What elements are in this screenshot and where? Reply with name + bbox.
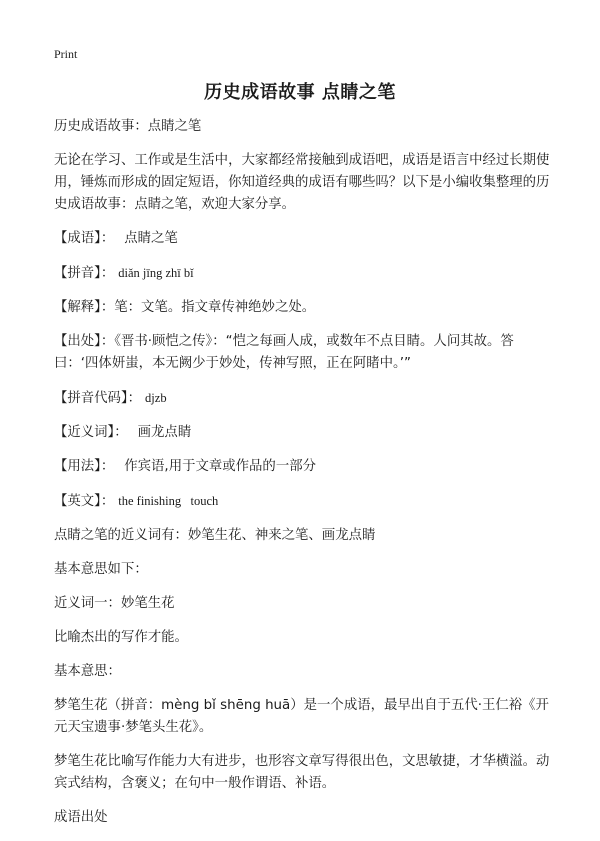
print-link[interactable]: Print — [54, 47, 78, 61]
synonym-one-description: 比喻杰出的写作才能。 — [54, 630, 188, 645]
code-value: djzb — [145, 391, 167, 405]
pinyin-value: diǎn jīng zhī bǐ — [118, 266, 194, 280]
pinyin-entry — [54, 262, 554, 285]
idiom-value: 点睛之笔 — [124, 231, 178, 246]
source-entry — [54, 331, 554, 375]
source-heading: 成语出处 — [54, 810, 108, 825]
synonym-one-heading: 近义词一：妙笔生花 — [54, 596, 175, 611]
mbsh-description-2: 梦笔生花比喻写作能力大有进步，也形容文章写得很出色，文思敏捷，才华横溢。动宾式结构，含褒义；在句中一般作谓语、补语。 — [54, 754, 550, 791]
article-subtitle: 历史成语故事：点睛之笔 — [54, 119, 202, 134]
code-label: 【拼音代码】： — [54, 391, 142, 406]
meaning-value: 笔：文笔。指文章传神绝妙之处。 — [114, 300, 316, 315]
meaning-entry — [54, 297, 554, 319]
synonym-entry — [54, 422, 554, 444]
intro-paragraph: 无论在学习、工作或是生活中，大家都经常接触到成语吧，成语是语言中经过长期使用，锤炼而形成的固定短语，你知道经典的成语有哪些吗？以下是小编收集整理的历史成语故事：点睛之笔，欢迎大家分享。 — [54, 153, 550, 212]
english-label: 【英文】： — [54, 494, 115, 509]
idiom-label: 【成语】： — [54, 231, 115, 246]
article-body — [54, 116, 554, 841]
synonym-label: 【近义词】： — [54, 425, 128, 440]
code-entry — [54, 387, 554, 410]
english-entry — [54, 490, 554, 513]
usage-value: 作宾语,用于文章或作品的一部分 — [124, 459, 316, 474]
synonym-value: 画龙点睛 — [137, 425, 192, 440]
synonyms-line: 点睛之笔的近义词有：妙笔生花、神来之笔、画龙点睛 — [54, 528, 376, 543]
basic-meaning-heading: 基本意思： — [54, 664, 121, 679]
source-label: 【出处】： — [54, 334, 115, 349]
pinyin-label: 【拼音】： — [54, 266, 115, 281]
page-title: 历史成语故事 点睛之笔 — [204, 82, 396, 103]
mbsh-description: 梦笔生花（拼音：mèng bǐ shēng huā）是一个成语，最早出自于五代·王仁裕《开元天宝遗事·梦笔头生花》。 — [54, 698, 549, 735]
basic-meaning-intro: 基本意思如下： — [54, 562, 148, 577]
english-value: the finishing touch — [118, 494, 219, 508]
source-value: 《晋书·顾恺之传》：“恺之每画人成，或数年不点目睛。人问其故。答曰：‘四体妍蚩，本无阙少于妙处，传神写照，正在阿睹中。’” — [54, 334, 514, 371]
meaning-label: 【解释】： — [54, 300, 115, 315]
usage-entry — [54, 456, 554, 478]
usage-label: 【用法】： — [54, 459, 115, 474]
idiom-entry — [54, 228, 554, 250]
